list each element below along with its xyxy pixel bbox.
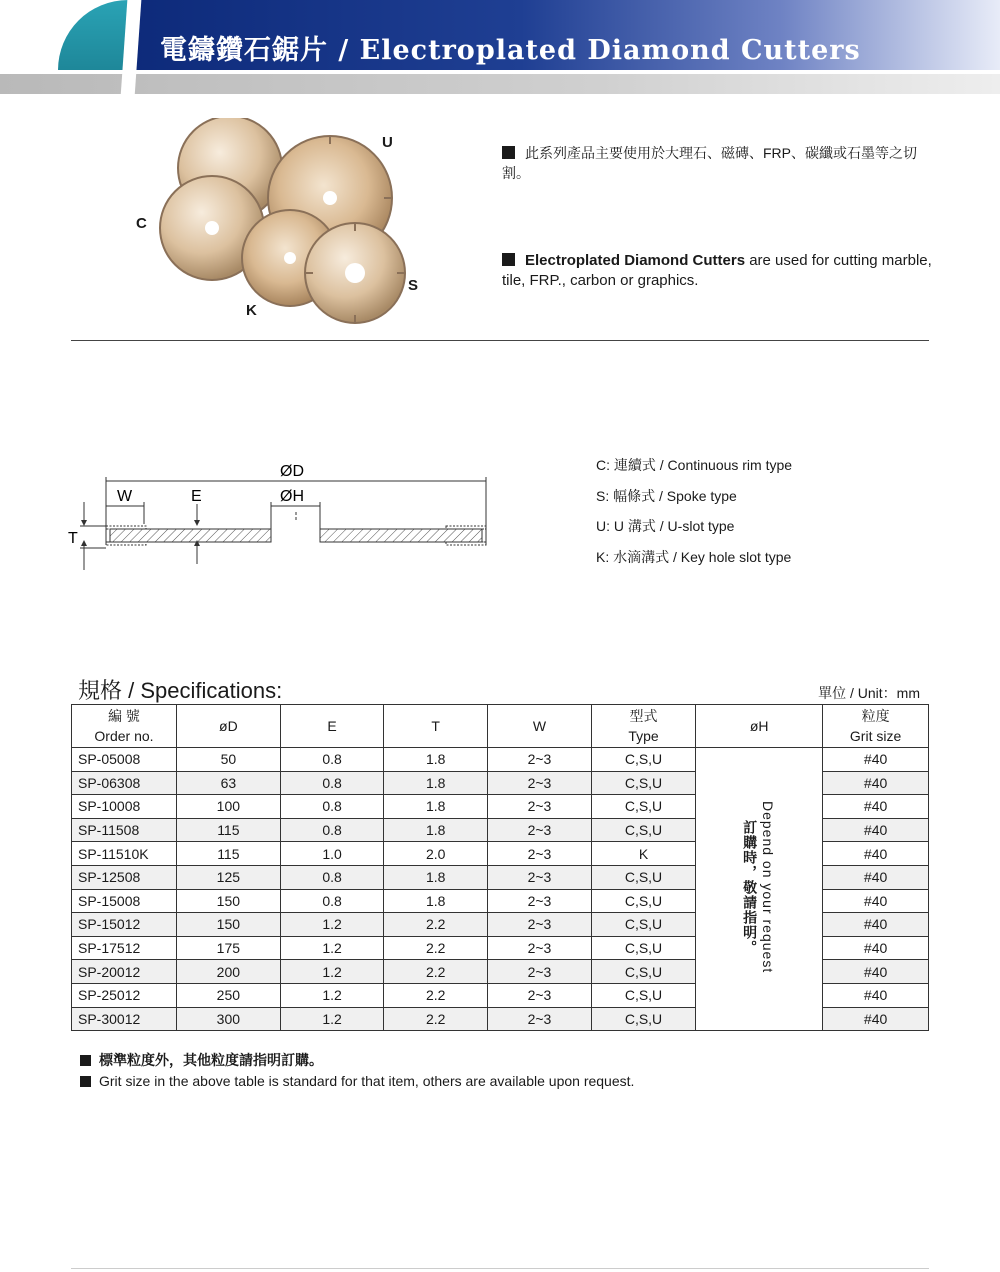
footnote-zh: 標準粒度外，其他粒度請指明訂購。 <box>80 1050 634 1071</box>
header-w: W <box>488 705 592 748</box>
cell-d: 115 <box>176 842 280 866</box>
cell-t: 1.8 <box>384 795 488 819</box>
cell-e: 1.2 <box>280 1007 384 1031</box>
bottom-divider <box>71 1268 929 1269</box>
cell-grit: #40 <box>823 913 929 937</box>
cell-d: 125 <box>176 865 280 889</box>
cross-section-drawing <box>60 450 510 580</box>
cell-w: 2~3 <box>488 818 592 842</box>
cell-w: 2~3 <box>488 960 592 984</box>
cell-e: 0.8 <box>280 748 384 772</box>
dim-label-e: E <box>191 488 202 505</box>
cell-order: SP-10008 <box>72 795 177 819</box>
header-grit: 粒度 Grit size <box>823 705 929 748</box>
cell-e: 0.8 <box>280 865 384 889</box>
intro-en-bold: Electroplated Diamond Cutters <box>525 252 746 269</box>
cell-w: 2~3 <box>488 748 592 772</box>
dim-label-h: ØH <box>280 488 304 505</box>
type-s: S: 幅條式 / Spoke type <box>596 487 737 504</box>
h-note-text <box>741 801 777 973</box>
cell-d: 150 <box>176 913 280 937</box>
cell-w: 2~3 <box>488 889 592 913</box>
specifications-title: 規格 / Specifications: <box>78 678 283 703</box>
cell-e: 0.8 <box>280 818 384 842</box>
cell-type: C,S,U <box>591 818 695 842</box>
header-t: T <box>384 705 488 748</box>
type-c: C: 連續式 / Continuous rim type <box>596 457 793 473</box>
cell-order: SP-30012 <box>72 1007 177 1031</box>
footnotes <box>80 1050 634 1092</box>
intro-en-rest: are used for cutting marble, tile, FRP., carbon or graphics. <box>502 252 932 289</box>
cell-order: SP-15012 <box>72 913 177 937</box>
cell-e: 1.0 <box>280 842 384 866</box>
table-row <box>72 748 929 772</box>
square-bullet-icon <box>502 146 515 159</box>
cell-order: SP-12508 <box>72 865 177 889</box>
h-note-en: Depend on your request <box>760 801 777 974</box>
cell-t: 2.0 <box>384 842 488 866</box>
dim-label-d: ØD <box>280 463 304 480</box>
cell-grit: #40 <box>823 1007 929 1031</box>
square-bullet-icon <box>80 1055 91 1066</box>
cell-e: 1.2 <box>280 983 384 1007</box>
cell-grit: #40 <box>823 889 929 913</box>
product-photo <box>130 118 430 333</box>
cell-grit: #40 <box>823 865 929 889</box>
cell-type: K <box>591 842 695 866</box>
cell-w: 2~3 <box>488 983 592 1007</box>
cell-d: 250 <box>176 983 280 1007</box>
cell-d: 63 <box>176 771 280 795</box>
cell-grit: #40 <box>823 936 929 960</box>
cell-e: 1.2 <box>280 960 384 984</box>
cell-t: 1.8 <box>384 889 488 913</box>
cell-w: 2~3 <box>488 771 592 795</box>
label-k: K <box>246 302 257 319</box>
cell-type: C,S,U <box>591 936 695 960</box>
cell-t: 2.2 <box>384 960 488 984</box>
cell-type: C,S,U <box>591 1007 695 1031</box>
cell-w: 2~3 <box>488 1007 592 1031</box>
banner-underline <box>0 74 1000 94</box>
cell-order: SP-06308 <box>72 771 177 795</box>
section-divider <box>71 340 929 341</box>
header-order: 編 號 Order no. <box>72 705 177 748</box>
cell-grit: #40 <box>823 818 929 842</box>
cell-t: 2.2 <box>384 913 488 937</box>
cell-d: 115 <box>176 818 280 842</box>
intro-zh <box>502 143 932 183</box>
cell-grit: #40 <box>823 983 929 1007</box>
intro-en <box>502 251 932 291</box>
dim-label-w: W <box>117 488 133 505</box>
cell-grit: #40 <box>823 795 929 819</box>
cell-e: 1.2 <box>280 936 384 960</box>
cell-type: C,S,U <box>591 771 695 795</box>
cell-w: 2~3 <box>488 795 592 819</box>
label-u: U <box>382 134 393 151</box>
cell-e: 0.8 <box>280 795 384 819</box>
type-k: K: 水滴溝式 / Key hole slot type <box>596 548 792 565</box>
cell-order: SP-05008 <box>72 748 177 772</box>
cell-grit: #40 <box>823 960 929 984</box>
cell-grit: #40 <box>823 842 929 866</box>
cell-type: C,S,U <box>591 960 695 984</box>
cell-w: 2~3 <box>488 913 592 937</box>
intro-zh-text: 此系列產品主要使用於大理石、磁磚、FRP、碳纖或石墨等之切割。 <box>502 145 917 181</box>
cell-h-note <box>696 748 823 1031</box>
cell-e: 1.2 <box>280 913 384 937</box>
cell-order: SP-11508 <box>72 818 177 842</box>
cell-order: SP-20012 <box>72 960 177 984</box>
type-legend <box>596 455 792 577</box>
cell-d: 150 <box>176 889 280 913</box>
cell-type: C,S,U <box>591 983 695 1007</box>
page-title: 電鑄鑽石鋸片 / Electroplated Diamond Cutters <box>160 35 861 66</box>
specifications-table <box>71 704 929 1031</box>
cell-e: 0.8 <box>280 889 384 913</box>
cell-grit: #40 <box>823 748 929 772</box>
cell-type: C,S,U <box>591 795 695 819</box>
cell-t: 1.8 <box>384 818 488 842</box>
unit-label: 單位 / Unit：mm <box>818 685 920 701</box>
cell-t: 2.2 <box>384 983 488 1007</box>
cell-type: C,S,U <box>591 889 695 913</box>
cell-d: 50 <box>176 748 280 772</box>
label-s: S <box>408 277 419 294</box>
cell-grit: #40 <box>823 771 929 795</box>
cell-d: 100 <box>176 795 280 819</box>
label-c: C <box>136 215 147 232</box>
cell-d: 200 <box>176 960 280 984</box>
square-bullet-icon <box>502 253 515 266</box>
cell-order: SP-25012 <box>72 983 177 1007</box>
cell-order: SP-17512 <box>72 936 177 960</box>
cell-w: 2~3 <box>488 865 592 889</box>
type-u: U: U 溝式 / U-slot type <box>596 518 735 534</box>
cell-type: C,S,U <box>591 865 695 889</box>
dimension-diagram <box>60 450 510 580</box>
cell-t: 1.8 <box>384 748 488 772</box>
cell-order: SP-11510K <box>72 842 177 866</box>
cell-w: 2~3 <box>488 936 592 960</box>
dim-label-t: T <box>68 530 78 547</box>
cell-d: 175 <box>176 936 280 960</box>
table-header-row <box>72 705 929 748</box>
cell-t: 1.8 <box>384 865 488 889</box>
cell-t: 2.2 <box>384 936 488 960</box>
cell-t: 1.8 <box>384 771 488 795</box>
header-banner <box>0 0 1000 96</box>
header-h: øH <box>696 705 823 748</box>
square-bullet-icon <box>80 1076 91 1087</box>
header-type: 型式 Type <box>591 705 695 748</box>
footnote-en: Grit size in the above table is standard for that item, others are available upon request. <box>80 1071 634 1092</box>
h-note-zh: 訂購時，敬請指明。 <box>742 820 759 956</box>
cell-order: SP-15008 <box>72 889 177 913</box>
cell-d: 300 <box>176 1007 280 1031</box>
cell-type: C,S,U <box>591 748 695 772</box>
cell-t: 2.2 <box>384 1007 488 1031</box>
header-e: E <box>280 705 384 748</box>
cell-type: C,S,U <box>591 913 695 937</box>
cell-w: 2~3 <box>488 842 592 866</box>
cell-e: 0.8 <box>280 771 384 795</box>
header-d: øD <box>176 705 280 748</box>
